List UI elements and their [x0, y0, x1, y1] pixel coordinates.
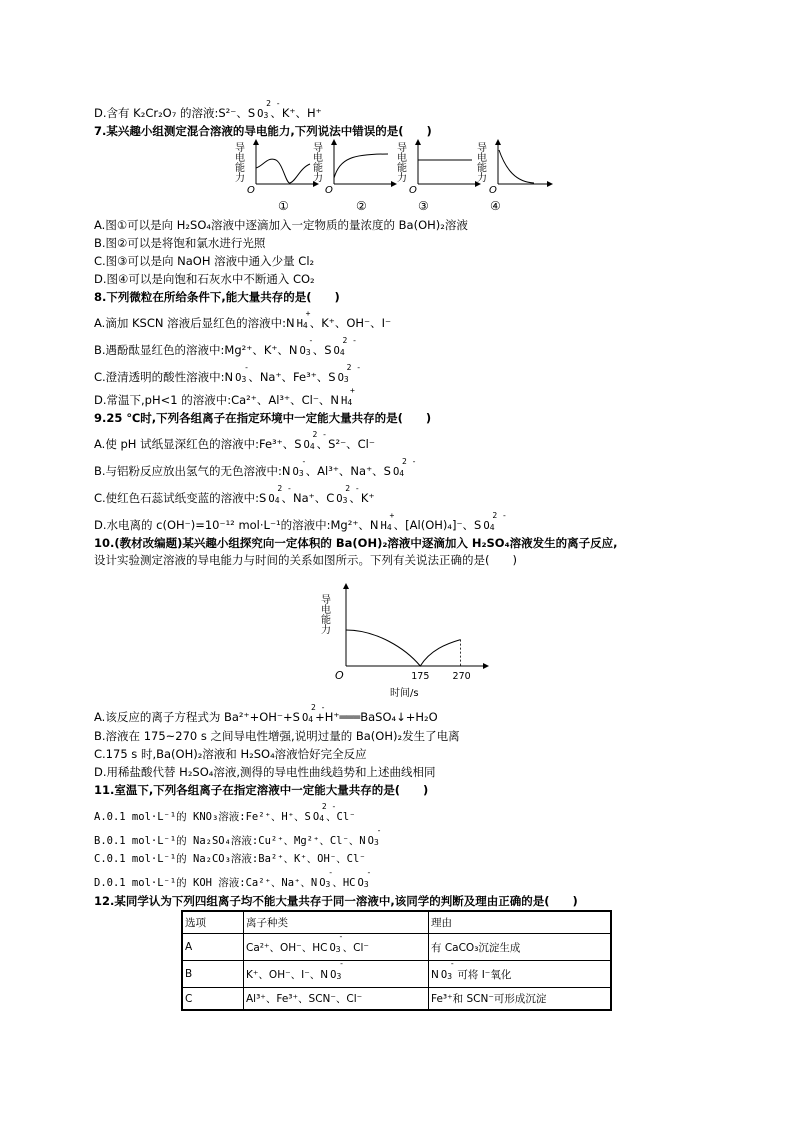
q10-xlabel: 时间/s	[390, 688, 419, 699]
q12-b-reason-pre: N	[431, 968, 439, 981]
ion-so4: O4 2 -	[312, 802, 337, 823]
ion-no3: O3 -	[235, 363, 249, 384]
q9-option-a	[94, 430, 375, 454]
table-cell-ions	[244, 931, 429, 961]
ion-no3: O3 -	[292, 457, 307, 478]
q9-option-d	[94, 511, 507, 535]
q7-option-b: B.图②可以是将饱和氯水进行光照	[94, 236, 266, 250]
q10-ylabel: 导电能力	[318, 594, 330, 634]
q7-option-c: C.图③可以是向 NaOH 溶液中通入少量 Cl₂	[94, 254, 315, 268]
q9-c-text: C.使红色石蕊试纸变蓝的溶液中:S	[94, 491, 267, 505]
q9-b-text: B.与铝粉反应放出氢气的无色溶液中:N	[94, 464, 291, 478]
q8-option-c	[94, 363, 362, 387]
q11-a-text: A.0.1 mol·L⁻¹的 KNO₃溶液:Fe²⁺、H⁺、S	[94, 811, 311, 823]
q12-a-ions-tail: 、Cl⁻	[342, 941, 369, 954]
ion-so4: O4 2 -	[301, 703, 326, 724]
q12-b-reason: 可将 I⁻氧化	[454, 968, 512, 981]
ion-nh4: H4 +	[380, 511, 395, 532]
ion-so4: O4 2 -	[483, 511, 507, 532]
q7-label-3: ③	[418, 199, 429, 213]
q9-d-text: D.水电离的 c(OH⁻)=10⁻¹² mol·L⁻¹的溶液中:Mg²⁺、N	[94, 518, 379, 532]
q10-option-c: C.175 s 时,Ba(OH)₂溶液和 H₂SO₄溶液恰好完全反应	[94, 747, 367, 761]
q7-graphs	[228, 138, 558, 218]
q10-chart	[300, 582, 500, 702]
q8-stem: 8.下列微粒在所给条件下,能大量共存的是( )	[94, 290, 340, 304]
q9-c-tail: 、K⁺	[349, 491, 375, 505]
ion-co3: O3 2 -	[336, 484, 360, 505]
table-header-cell: 离子种类	[244, 911, 429, 934]
q9-option-c	[94, 484, 375, 508]
q7-ylabel-2: 导电能力	[310, 142, 322, 182]
q11-d-text: D.0.1 mol·L⁻¹的 KOH 溶液:Ca²⁺、Na⁺、N	[94, 877, 318, 889]
q10-a-tail: +H⁺═══BaSO₄↓+H₂O	[315, 710, 438, 724]
q12-b-ions: K⁺、OH⁻、I⁻、N	[246, 968, 329, 981]
table-header-cell: 理由	[429, 911, 612, 934]
q7-option-a: A.图①可以是向 H₂SO₄溶液中逐滴加入一定物质的量浓度的 Ba(OH)₂溶液	[94, 218, 468, 232]
table-cell-option: C	[182, 988, 244, 1011]
table-cell-option: A	[182, 934, 244, 961]
ion-so4: O4 2 -	[303, 430, 327, 451]
q10-option-d: D.用稀盐酸代替 H₂SO₄溶液,测得的导电性曲线趋势和上述曲线相同	[94, 765, 436, 779]
q10-option-a	[94, 703, 438, 727]
q8-c-text: C.澄清透明的酸性溶液中:N	[94, 370, 234, 384]
q10-tick-270: 270	[452, 671, 471, 682]
ion-so3: O3 2 -	[337, 363, 362, 384]
q8-option-b	[94, 336, 357, 360]
q7-option-d: D.图④可以是向饱和石灰水中不断通入 CO₂	[94, 272, 315, 286]
q11-option-a	[94, 802, 356, 826]
q7-graphs-svg	[228, 138, 558, 218]
ion-so4: O4 2 -	[268, 484, 292, 505]
table-row	[182, 988, 611, 1011]
q9-c-mid: 、Na⁺、C	[281, 491, 335, 505]
q7-graph-2	[311, 142, 395, 213]
q9-d-mid: 、[Al(OH)₄]⁻、S	[393, 518, 482, 532]
table-row	[182, 961, 611, 988]
q11-b-text: B.0.1 mol·L⁻¹的 Na₂SO₄溶液:Cu²⁺、Mg²⁺、Cl⁻、N	[94, 835, 366, 847]
q10-stem-line1: 10.(教材改编题)某兴趣小组探究向一定体积的 Ba(OH)₂溶液中逐滴加入 H₂SO₄溶液发生的离子反应,	[94, 536, 618, 550]
q7-stem: 7.某兴趣小组测定混合溶液的导电能力,下列说法中错误的是( )	[94, 124, 432, 138]
q7-ylabel-1: 导电能力	[232, 142, 244, 182]
table-cell-ions: Al³⁺、Fe³⁺、SCN⁻、Cl⁻	[244, 988, 429, 1011]
q12-table	[181, 910, 612, 1011]
q9-stem: 9.25 ℃时,下列各组离子在指定环境中一定能大量共存的是( )	[94, 411, 432, 425]
q11-d-mid: 、HC	[332, 877, 356, 889]
q7-label-2: ②	[356, 199, 367, 213]
q7-graph-1	[233, 142, 317, 213]
q9-option-b	[94, 457, 417, 481]
q11-stem: 11.室温下,下列各组离子在指定溶液中一定能大量共存的是( )	[94, 783, 429, 797]
ion-no3: O3 -	[330, 958, 344, 981]
q7-origin-4: O	[489, 185, 497, 196]
q8-a-text: A.滴加 KSCN 溶液后显红色的溶液中:N	[94, 316, 295, 330]
q10-tick-175: 175	[411, 671, 430, 682]
q11-option-c: C.0.1 mol·L⁻¹的 Na₂CO₃溶液:Ba²⁺、K⁺、OH⁻、Cl⁻	[94, 853, 366, 865]
q7-origin-2: O	[325, 185, 333, 196]
q8-option-a	[94, 309, 392, 333]
q6-option-d	[94, 99, 322, 123]
q8-a-tail: 、K⁺、OH⁻、I⁻	[309, 316, 392, 330]
table-header-row	[182, 911, 611, 934]
q12-stem: 12.某同学认为下列四组离子均不能大量共存于同一溶液中,该同学的判断及理由正确的是( )	[94, 894, 578, 908]
q7-origin-3: O	[409, 185, 417, 196]
ion-so4: O4 2 -	[333, 336, 357, 357]
ion-nh4: H4 +	[296, 309, 311, 330]
table-cell-ions	[244, 958, 429, 988]
ion-no3: O3 -	[367, 826, 382, 847]
q8-b-text: B.遇酚酞显红色的溶液中:Mg²⁺、K⁺、N	[94, 343, 298, 357]
q7-graph-4	[475, 142, 551, 213]
q7-label-4: ④	[490, 199, 501, 213]
q10-option-b: B.溶液在 175~270 s 之间导电性增强,说明过量的 Ba(OH)₂发生了电离	[94, 729, 460, 743]
ion-no3: O3 -	[440, 958, 455, 981]
ion-nh4: H4 +	[341, 386, 355, 407]
ion-so4: O4 2 -	[392, 457, 417, 478]
q8-d-text: D.常温下,pH<1 的溶液中:Ca²⁺、Al³⁺、Cl⁻、N	[94, 393, 339, 407]
table-cell-option: B	[182, 961, 244, 988]
q10-curve	[346, 630, 461, 666]
q11-option-d	[94, 868, 372, 892]
ion-no3: O3 -	[299, 336, 314, 357]
q10-chart-svg	[300, 582, 500, 702]
ion-no3: O3 -	[319, 868, 334, 889]
table-header-cell: 选项	[182, 911, 244, 934]
q8-c-mid: 、Na⁺、Fe³⁺、S	[248, 370, 336, 384]
q8-b-mid: 、S	[312, 343, 332, 357]
ion-hco3: O3 -	[329, 931, 344, 954]
q12-a-ions: Ca²⁺、OH⁻、HC	[246, 941, 328, 954]
q9-b-mid: 、Al³⁺、Na⁺、S	[305, 464, 391, 478]
q7-origin-1: O	[247, 185, 255, 196]
q9-a-text: A.使 pH 试纸显深红色的溶液中:Fe³⁺、S	[94, 437, 302, 451]
q11-option-b	[94, 826, 382, 850]
q7-graph-3	[395, 142, 479, 213]
ion-co3: O3 -	[357, 868, 372, 889]
q6-d-text: D.含有 K₂Cr₂O₇ 的溶液:S²⁻、S	[94, 106, 256, 120]
q7-label-1: ①	[278, 199, 289, 213]
table-row	[182, 934, 611, 961]
ion-so3: O3 2 -	[257, 99, 281, 120]
q7-ylabel-4: 导电能力	[474, 142, 486, 182]
q10-stem-line2: 设计实验测定溶液的导电能力与时间的关系如图所示。下列有关说法正确的是( )	[94, 553, 517, 567]
q11-a-tail: 、Cl⁻	[326, 811, 356, 823]
q9-a-tail: 、S²⁻、Cl⁻	[316, 437, 375, 451]
table-cell-reason: Fe³⁺和 SCN⁻可形成沉淀	[429, 988, 612, 1011]
table-cell-reason	[429, 958, 612, 988]
q10-a-text: A.该反应的离子方程式为 Ba²⁺+OH⁻+S	[94, 710, 300, 724]
q6-d-tail: 、K⁺、H⁺	[270, 106, 322, 120]
q8-option-d	[94, 386, 355, 410]
q7-ylabel-3: 导电能力	[394, 142, 406, 182]
q10-origin: O	[335, 669, 344, 682]
table-cell-reason: 有 CaCO₃沉淀生成	[429, 934, 612, 961]
